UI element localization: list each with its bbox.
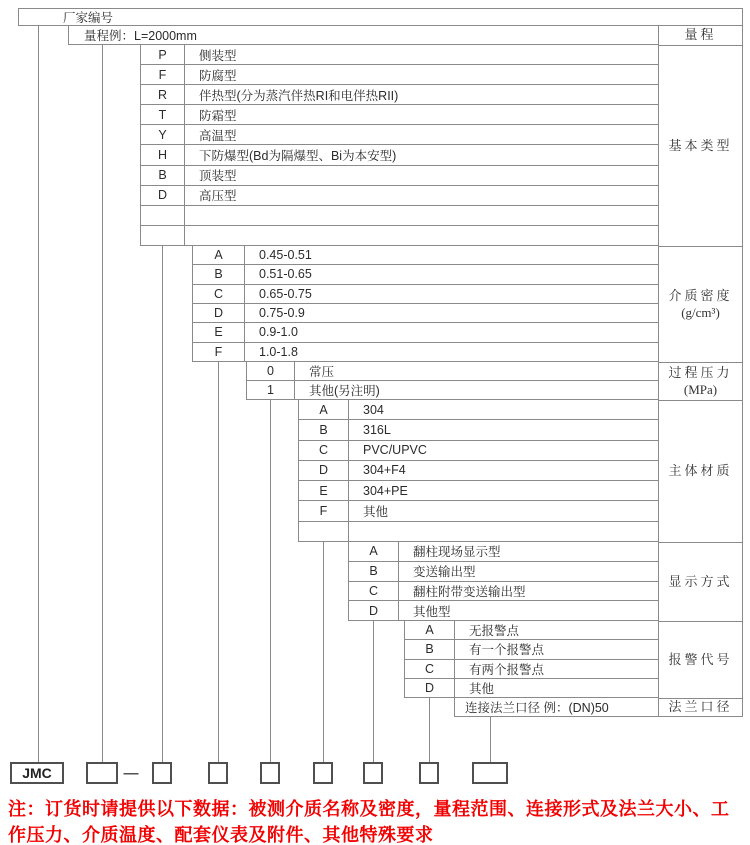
code-cell: D xyxy=(299,461,349,480)
table-row xyxy=(299,400,658,420)
code-cell xyxy=(141,226,185,245)
desc-cell: 常压 xyxy=(309,365,335,379)
side-label-alarm: 报警代号 xyxy=(659,622,742,699)
pressure-code-box xyxy=(260,762,280,784)
desc-cell: 304 xyxy=(363,402,384,417)
model-prefix-box xyxy=(10,762,64,784)
table-row xyxy=(193,246,658,265)
desc-cell: 0.51-0.65 xyxy=(259,267,312,282)
desc-cell: 304+PE xyxy=(363,483,408,498)
connector-line-pressure xyxy=(270,399,271,762)
table-row xyxy=(193,304,658,323)
connector-line-alarm xyxy=(429,697,430,762)
side-label-density: 介质密度 (g/cm³) xyxy=(659,247,742,363)
code-cell: D xyxy=(141,186,185,205)
desc-cell: 高压型 xyxy=(199,189,237,204)
flange-row xyxy=(454,697,658,717)
code-cell: F xyxy=(299,501,349,520)
table-row xyxy=(141,45,658,65)
table-row xyxy=(299,522,658,541)
table-row xyxy=(141,226,658,245)
connector-line-density xyxy=(218,361,219,762)
desc-cell: 下防爆型(Bd为隔爆型、Bi为本安型) xyxy=(199,149,397,164)
pressure-table xyxy=(246,361,658,400)
side-label-range: 量程 xyxy=(659,26,742,46)
code-cell: F xyxy=(141,65,185,84)
code-cell: 0 xyxy=(247,362,295,380)
table-row xyxy=(299,461,658,481)
connector-line-display xyxy=(373,620,374,762)
table-row xyxy=(141,206,658,226)
table-row xyxy=(141,166,658,186)
code-cell: B xyxy=(193,265,245,283)
code-cell: B xyxy=(405,640,455,658)
code-cell: D xyxy=(349,601,399,620)
table-row xyxy=(405,660,658,679)
range-code-box xyxy=(86,762,118,784)
table-row xyxy=(193,265,658,284)
table-row xyxy=(247,362,658,381)
desc-cell: 0.9-1.0 xyxy=(259,325,298,340)
display-mode-table xyxy=(348,541,658,621)
desc-cell: 0.75-0.9 xyxy=(259,306,305,321)
material-table xyxy=(298,399,658,542)
code-cell: E xyxy=(193,323,245,341)
code-cell: B xyxy=(299,420,349,439)
ordering-note: 注：订货时请提供以下数据：被测介质名称及密度，量程范围、连接形式及法兰大小、工作压力、介质温度、配套仪表及附件、其他特殊要求 xyxy=(8,799,730,845)
table-row xyxy=(405,679,658,697)
table-row xyxy=(141,125,658,145)
code-cell: A xyxy=(299,400,349,419)
desc-cell: PVC/UPVC xyxy=(363,443,427,458)
desc-cell: 无报警点 xyxy=(469,624,520,639)
desc-cell: 防腐型 xyxy=(199,68,237,83)
desc-cell: 304+F4 xyxy=(363,463,406,478)
code-cell: F xyxy=(193,343,245,361)
basic-type-code-box xyxy=(152,762,172,784)
table-row xyxy=(247,381,658,399)
code-cell: D xyxy=(193,304,245,322)
flange-text: 连接法兰口径 例：(DN)50 xyxy=(465,701,609,715)
display-code-box xyxy=(363,762,383,784)
table-row xyxy=(405,621,658,640)
code-cell: A xyxy=(405,621,455,639)
factory-code-label: 厂家编号 xyxy=(63,11,114,25)
code-cell: P xyxy=(141,45,185,64)
connector-line-range xyxy=(102,44,103,762)
basic-type-table xyxy=(140,44,658,246)
desc-cell: 变送输出型 xyxy=(413,565,476,580)
connector-line-basic-type xyxy=(162,245,163,762)
table-row xyxy=(349,542,658,562)
table-row xyxy=(299,481,658,501)
code-cell: R xyxy=(141,85,185,104)
table-row xyxy=(299,420,658,440)
range-example-label: 量程例：L=2000mm xyxy=(84,29,197,43)
code-cell: C xyxy=(405,660,455,678)
desc-cell: 316L xyxy=(363,422,391,437)
desc-cell: 其他(另注明) xyxy=(309,384,380,398)
table-row xyxy=(405,640,658,659)
dash-separator: — xyxy=(123,764,139,782)
code-cell xyxy=(141,206,185,225)
table-row xyxy=(141,186,658,206)
table-row xyxy=(349,601,658,620)
code-cell: E xyxy=(299,481,349,500)
desc-cell: 翻柱附带变送输出型 xyxy=(413,584,526,599)
table-row xyxy=(193,285,658,304)
table-row xyxy=(141,105,658,125)
side-label-display: 显示方式 xyxy=(659,543,742,622)
code-cell: D xyxy=(405,679,455,697)
desc-cell: 其他型 xyxy=(413,604,451,619)
table-row xyxy=(349,562,658,582)
alarm-code-box xyxy=(419,762,439,784)
table-row xyxy=(299,501,658,521)
desc-cell: 有两个报警点 xyxy=(469,662,545,677)
desc-cell xyxy=(349,522,658,541)
side-label-material: 主体材质 xyxy=(659,401,742,543)
desc-cell: 0.65-0.75 xyxy=(259,286,312,301)
factory-code-row xyxy=(18,8,743,26)
flange-code-box xyxy=(472,762,508,784)
code-cell: T xyxy=(141,105,185,124)
side-label-column xyxy=(658,25,743,717)
desc-cell xyxy=(185,206,658,225)
material-code-box xyxy=(313,762,333,784)
code-cell: A xyxy=(349,542,399,561)
model-prefix-label: JMC xyxy=(22,765,52,781)
code-cell: B xyxy=(141,166,185,185)
desc-cell: 其他 xyxy=(363,505,389,520)
code-cell: C xyxy=(349,582,399,601)
code-cell: C xyxy=(299,441,349,460)
density-code-box xyxy=(208,762,228,784)
connector-line-flange xyxy=(490,716,491,762)
density-table xyxy=(192,245,658,362)
code-cell xyxy=(299,522,349,541)
desc-cell: 0.45-0.51 xyxy=(259,248,312,263)
connector-line-material xyxy=(323,541,324,762)
code-cell: 1 xyxy=(247,381,295,399)
desc-cell xyxy=(185,226,658,245)
table-row xyxy=(141,145,658,165)
code-cell: B xyxy=(349,562,399,581)
desc-cell: 有一个报警点 xyxy=(469,643,545,658)
desc-cell: 其他 xyxy=(469,681,495,696)
desc-cell: 翻柱现场显示型 xyxy=(413,545,501,560)
connector-line-factory xyxy=(38,25,39,762)
side-label-pressure: 过程压力 (MPa) xyxy=(659,363,742,401)
alarm-code-table xyxy=(404,620,658,698)
table-row xyxy=(299,441,658,461)
desc-cell: 高温型 xyxy=(199,128,237,143)
side-label-basic-type: 基本类型 xyxy=(659,46,742,247)
table-row xyxy=(141,65,658,85)
table-row xyxy=(349,582,658,602)
code-cell: C xyxy=(193,285,245,303)
table-row xyxy=(193,343,658,361)
desc-cell: 伴热型(分为蒸汽伴热RI和电伴热RII) xyxy=(199,88,399,103)
range-example-row xyxy=(68,25,658,45)
code-cell: H xyxy=(141,145,185,164)
code-cell: A xyxy=(193,246,245,264)
desc-cell: 1.0-1.8 xyxy=(259,344,298,359)
table-row xyxy=(141,85,658,105)
code-cell: Y xyxy=(141,125,185,144)
table-row xyxy=(193,323,658,342)
side-label-flange: 法兰口径 xyxy=(668,699,733,715)
desc-cell: 侧装型 xyxy=(199,48,237,63)
desc-cell: 顶装型 xyxy=(199,169,237,184)
desc-cell: 防霜型 xyxy=(199,108,237,123)
